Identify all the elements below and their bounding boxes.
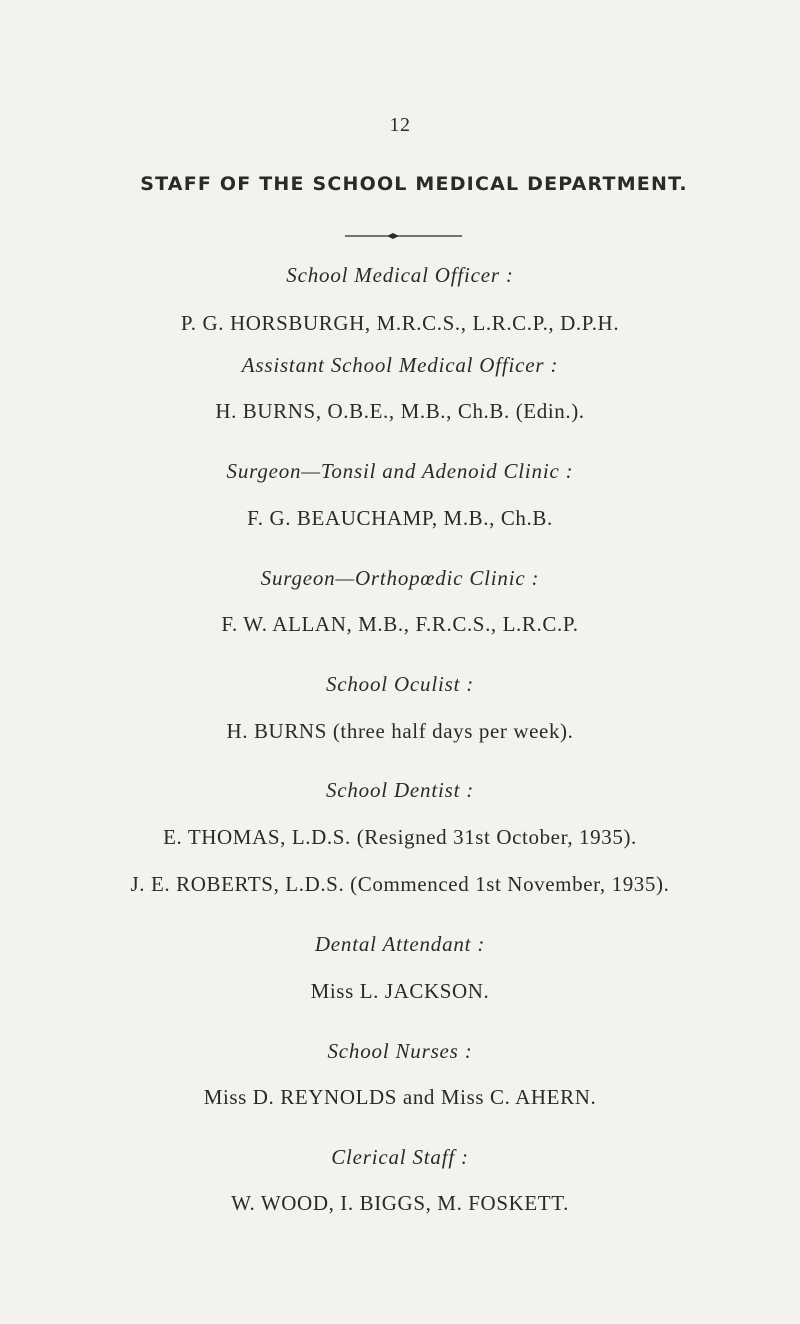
role-school-nurses: School Nurses :	[327, 1039, 473, 1063]
role-dental-attendant: Dental Attendant :	[314, 932, 486, 956]
name-school-oculist: H. BURNS (three half days per week).	[226, 719, 574, 743]
name-surgeon-tonsil-adenoid: F. G. BEAUCHAMP, M.B., Ch.B.	[247, 506, 553, 530]
name-school-dentist-2: J. E. ROBERTS, L.D.S. (Commenced 1st November, 1935).	[130, 872, 670, 896]
name-dental-attendant: Miss L. JACKSON.	[310, 979, 490, 1003]
page-title: STAFF OF THE SCHOOL MEDICAL DEPARTMENT.	[140, 173, 688, 195]
role-school-dentist: School Dentist :	[325, 778, 475, 802]
name-school-nurses: Miss D. REYNOLDS and Miss C. AHERN.	[203, 1085, 597, 1109]
role-surgeon-tonsil-adenoid: Surgeon—Tonsil and Adenoid Clinic :	[226, 459, 574, 483]
role-surgeon-orthopaedic: Surgeon—Orthopœdic Clinic :	[260, 566, 540, 590]
role-assistant-school-medical-officer: Assistant School Medical Officer :	[241, 353, 559, 377]
role-school-medical-officer: School Medical Officer :	[286, 263, 514, 287]
page-number: 12	[389, 114, 411, 136]
name-school-medical-officer: P. G. HORSBURGH, M.R.C.S., L.R.C.P., D.P.H.	[180, 311, 620, 335]
name-surgeon-orthopaedic: F. W. ALLAN, M.B., F.R.C.S., L.R.C.P.	[221, 612, 579, 636]
role-school-oculist: School Oculist :	[325, 672, 475, 696]
name-clerical-staff: W. WOOD, I. BIGGS, M. FOSKETT.	[231, 1191, 569, 1215]
diamond-rule-ornament	[345, 233, 462, 239]
role-clerical-staff: Clerical Staff :	[331, 1145, 469, 1169]
name-school-dentist-1: E. THOMAS, L.D.S. (Resigned 31st October, 1935).	[163, 825, 637, 849]
name-assistant-school-medical-officer: H. BURNS, O.B.E., M.B., Ch.B. (Edin.).	[215, 399, 585, 423]
